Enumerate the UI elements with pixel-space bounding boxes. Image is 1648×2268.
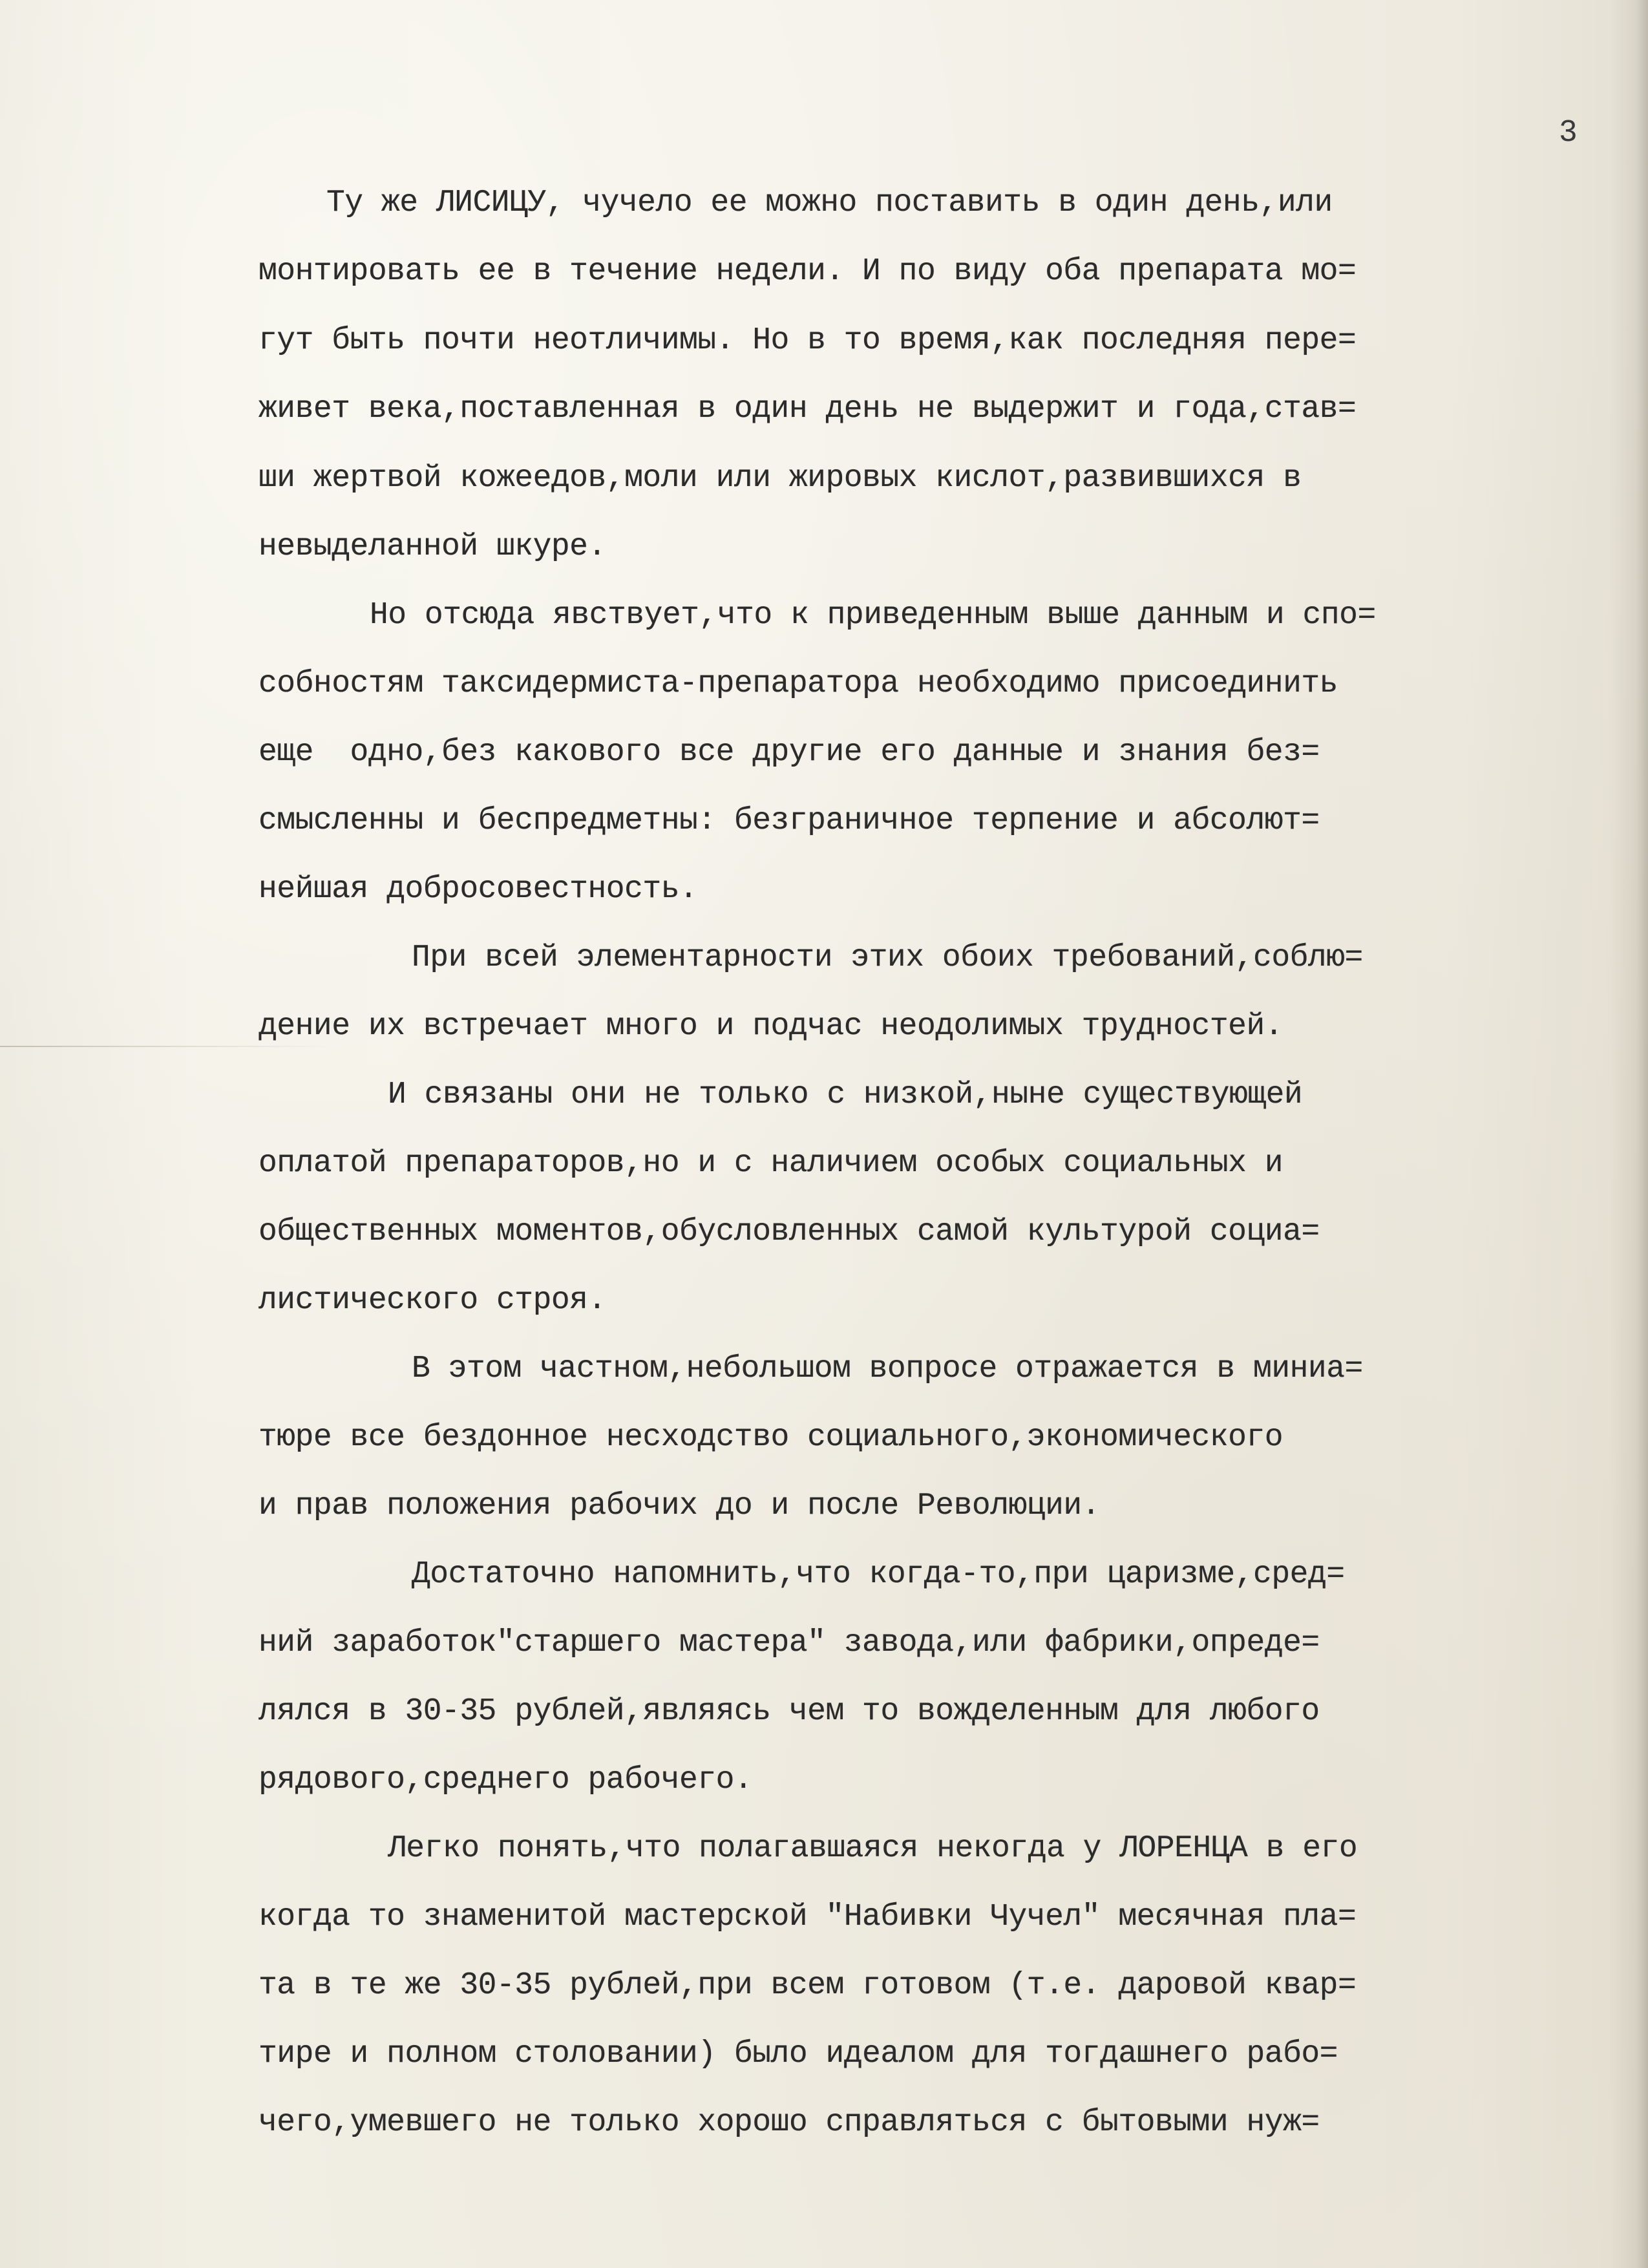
text-line: когда то знаменитой мастерской "Набивки Чучел" месячная пла= bbox=[259, 1900, 1357, 1934]
text-line: гут быть почти неотличимы. Но в то время,как последняя пере= bbox=[259, 323, 1357, 358]
text-line: смысленны и беспредметны: безграничное терпение и абсолют= bbox=[259, 803, 1320, 838]
text-line: рядового,среднего рабочего. bbox=[259, 1763, 753, 1797]
paper-edge-shadow bbox=[1609, 0, 1648, 2268]
text-line: И связаны они не только с низкой,ныне существующей bbox=[388, 1077, 1303, 1112]
paper-fold-mark bbox=[0, 1046, 336, 1047]
text-line: общественных моментов,обусловленных самой культурой социа= bbox=[259, 1214, 1320, 1249]
text-line: тире и полном столовании) было идеалом для тогдашнего рабо= bbox=[259, 2037, 1338, 2072]
text-line: чего,умевшего не только хорошо справляться с бытовыми нуж= bbox=[259, 2105, 1320, 2140]
text-line: При всей элементарности этих обоих требований,соблю= bbox=[412, 940, 1363, 975]
text-line: ши жертвой кожеедов,моли или жировых кислот,развившихся в bbox=[259, 461, 1302, 496]
page-number: 3 bbox=[1559, 116, 1578, 151]
text-line: дение их встречает много и подчас неодолимых трудностей. bbox=[259, 1009, 1284, 1044]
text-line: листического строя. bbox=[259, 1283, 606, 1318]
text-line: Но отсюда явствует,что к приведенным выше данным и спо= bbox=[370, 598, 1376, 633]
text-line: собностям таксидермиста-препаратора необходимо присоединить bbox=[259, 666, 1338, 701]
text-line: Достаточно напомнить,что когда-то,при царизме,сред= bbox=[412, 1557, 1345, 1592]
text-line: та в те же 30-35 рублей,при всем готовом (т.е. даровой квар= bbox=[259, 1968, 1357, 2003]
text-line: лялся в 30-35 рублей,являясь чем то вожделенным для любого bbox=[259, 1694, 1320, 1729]
text-line: ний заработок"старшего мастера" завода,или фабрики,опреде= bbox=[259, 1626, 1320, 1660]
text-line: монтировать ее в течение недели. И по виду оба препарата мо= bbox=[259, 254, 1357, 289]
text-line: и прав положения рабочих до и после Революции. bbox=[259, 1489, 1101, 1523]
text-line: В этом частном,небольшом вопросе отражается в миниа= bbox=[412, 1351, 1363, 1386]
text-line: невыделанной шкуре. bbox=[259, 529, 606, 564]
text-line: оплатой препараторов,но и с наличием особых социальных и bbox=[259, 1146, 1284, 1181]
text-line: живет века,поставленная в один день не выдержит и года,став= bbox=[259, 392, 1357, 427]
text-line: Легко понять,что полагавшаяся некогда у ЛОРЕНЦА в его bbox=[388, 1831, 1358, 1866]
text-line: нейшая добросовестность. bbox=[259, 872, 698, 907]
text-line: тюре все бездонное несходство социального,экономического bbox=[259, 1420, 1284, 1455]
text-line: Ту же ЛИСИЦУ, чучело ее можно поставить в один день,или bbox=[326, 185, 1333, 220]
text-line: еще одно,без какового все другие его данные и знания без= bbox=[259, 735, 1320, 770]
